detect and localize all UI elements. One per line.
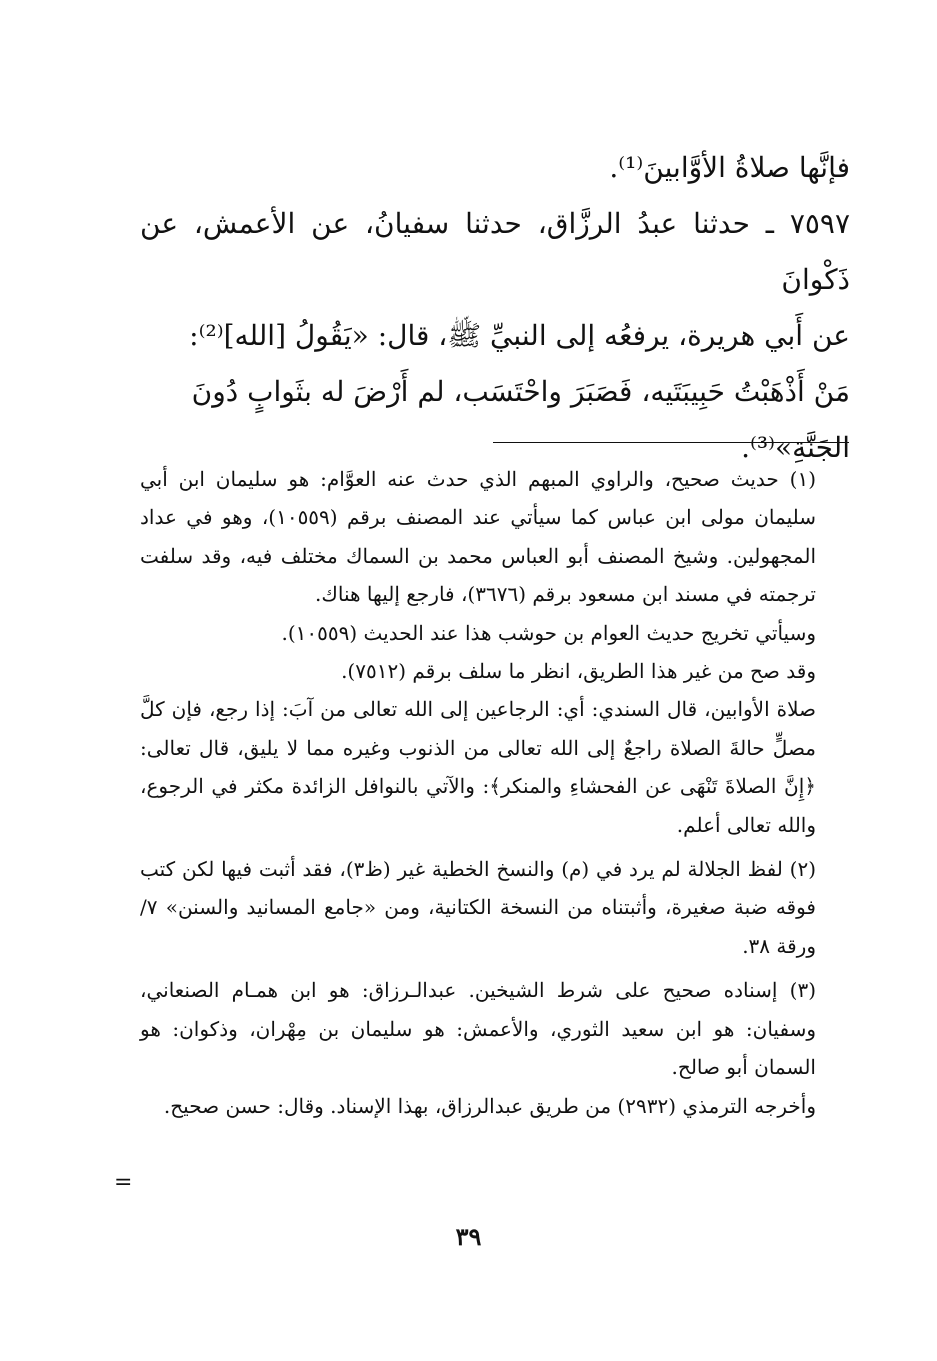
continuation-mark: =	[114, 1170, 133, 1195]
main-line-1: فإنَّها صلاةُ الأوَّابينَ⁽¹⁾.	[609, 151, 850, 184]
footnote-1	[140, 460, 850, 844]
footnote-3-para-1: (٣) إسناده صحيح على شرط الشيخين. عبدالـرزاق: هو ابن همـام الصنعاني، وسفيان: هو ابن سعيد الثوري، والأعمش: هو سليمان بن مِهْران، وذكوان: هو السمان أبو صالح.	[140, 978, 816, 1080]
page-number: ٣٩	[455, 1222, 482, 1251]
footnote-1-para-4: صلاة الأوابين، قال السندي: أي: الرجاعين إلى الله تعالى من آبَ: إذا رجع، فإن كلَّ مصلٍّ حالةَ الصلاة راجعٌ إلى الله تعالى من الذنوب وغيره مما لا يليق، قال تعالى: ﴿إِنَّ الصلاةَ تَنْهَى عن الفحشاءِ والمنكر﴾: والآتي بالنوافل الزائدة مكثر في الرجوع، والله تعالى أعلم.	[140, 697, 816, 837]
footnotes	[140, 460, 850, 1131]
hadith-line-4: الجَنَّةِ»⁽³⁾.	[741, 431, 850, 464]
footnote-1-para-2: وسيأتي تخريج حديث العوام بن حوشب هذا عند الحديث (١٠٥٥٩).	[281, 620, 816, 645]
footnote-3-para-2: وأخرجه الترمذي (٢٩٣٢) من طريق عبدالرزاق، بهذا الإسناد. وقال: حسن صحيح.	[163, 1093, 816, 1118]
footnote-2-para-1: (٢) لفظ الجلالة لم يرد في (م) والنسخ الخطية غير (ظ٣)، فقد أثبت فيها لكن كتب فوقه ضبة صغيرة، وأثبتناه من النسخة الكتانية، ومن «جامع المسانيد والسنن» ٧/ورقة ٣٨.	[140, 857, 817, 958]
hadith-line-1: ٧٥٩٧ ـ حدثنا عبدُ الرزَّاق، حدثنا سفيانُ، عن الأعمش، عن ذَكْوانَ	[140, 207, 850, 296]
hadith-line-2: عن أَبي هريرة، يرفعُه إلى النبيِّ ﷺ، قال: «يَقُولُ [الله]⁽²⁾:	[189, 319, 850, 352]
footnote-1-para-1: (١) حديث صحيح، والراوي المبهم الذي حدث عنه العوَّام: هو سليمان ابن أبي سليمان مولى ابن عباس كما سيأتي عند المصنف برقم (١٠٥٥٩)، وهو في عداد المجهولين. وشيخ المصنف أبو العباس محمد بن السماك مختلف فيه، وقد سلفت ترجمته في مسند ابن مسعود برقم (٣٦٧٦)، فارجع إليها هناك.	[140, 467, 816, 607]
footnote-2	[140, 850, 850, 965]
footnote-3	[140, 971, 850, 1125]
hadith-line-3: مَنْ أَذْهَبْتُ حَبِيبَتَيه، فَصَبَرَ واحْتَسَب، لم أَرْضَ له بثَوابٍ دُونَ	[191, 375, 850, 408]
footnote-divider	[493, 442, 849, 443]
main-text	[140, 140, 850, 476]
footnote-1-para-3: وقد صح من غير هذا الطريق، انظر ما سلف برقم (٧٥١٢).	[341, 659, 816, 684]
